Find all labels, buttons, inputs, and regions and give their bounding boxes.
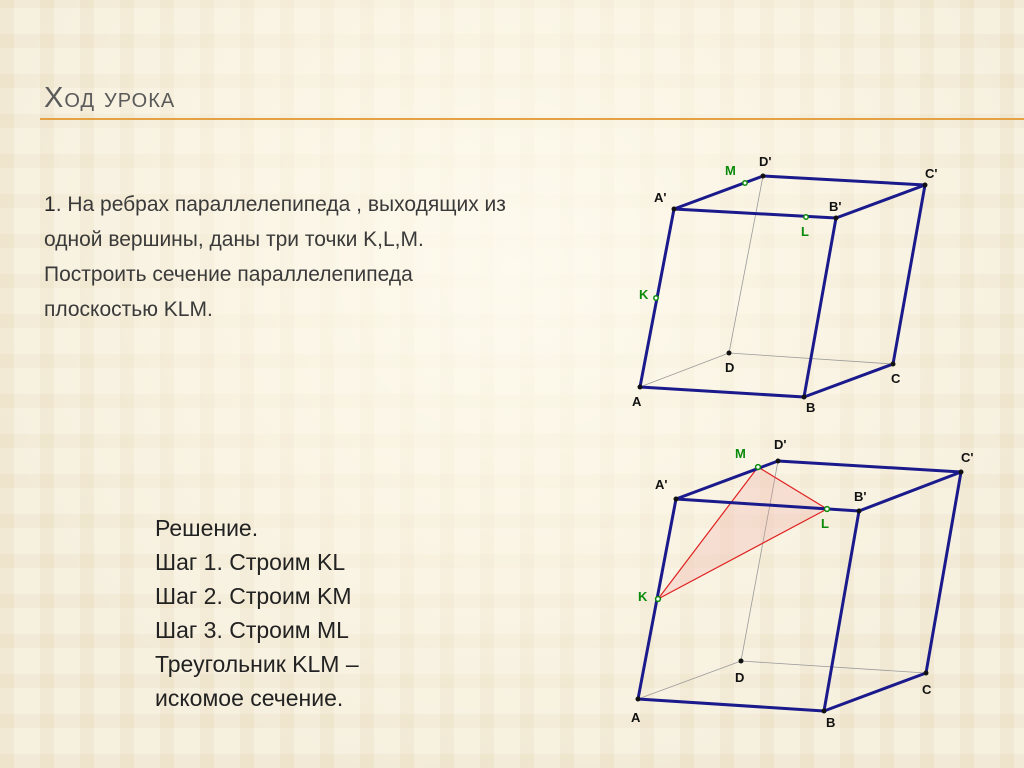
solution-heading: Решение. [155, 515, 259, 541]
label-B: B [806, 400, 816, 415]
slide-title: Ход урока [44, 82, 176, 114]
label-C: C [922, 682, 932, 697]
label-D: D [725, 360, 735, 375]
label-K: K [638, 589, 648, 604]
visible-edges [640, 176, 925, 397]
label-D: D [735, 670, 745, 685]
solution-step-2: Шаг 2. Строим KM [155, 583, 352, 609]
label-C: C [891, 371, 901, 386]
label-C1: C' [925, 166, 938, 181]
label-D1: D' [759, 154, 772, 169]
section-triangle [658, 467, 827, 599]
label-C1: C' [961, 450, 974, 465]
label-K: K [639, 287, 649, 302]
solution-step-3: Шаг 3. Строим ML [155, 617, 349, 643]
solution-conclusion-1: Треугольник KLM – [155, 651, 359, 677]
label-B: B [826, 715, 836, 730]
solution-step-1: Шаг 1. Строим KL [155, 549, 346, 575]
label-A1: A' [654, 190, 667, 205]
parallelepiped-figure-2 [631, 437, 973, 730]
solution-conclusion-2: искомое сечение. [155, 685, 344, 711]
problem-text: . На ребрах параллелепипеда , выходящих из одной вершины, даны три точки K,L,M. Построить сечение параллелепипеда плоскостью KLM. [44, 193, 506, 321]
parallelepiped-figure-1 [632, 154, 937, 415]
label-L: L [801, 224, 809, 239]
label-A: A [632, 394, 642, 409]
label-B1: B' [829, 199, 842, 214]
label-B1: B' [854, 489, 867, 504]
label-A1: A' [655, 477, 668, 492]
label-A: A [631, 710, 641, 725]
label-M: M [725, 163, 736, 178]
label-L: L [821, 516, 829, 531]
label-D1: D' [774, 437, 787, 452]
section-points [654, 181, 808, 300]
problem-number: 1 [44, 193, 56, 216]
label-M: M [735, 446, 746, 461]
